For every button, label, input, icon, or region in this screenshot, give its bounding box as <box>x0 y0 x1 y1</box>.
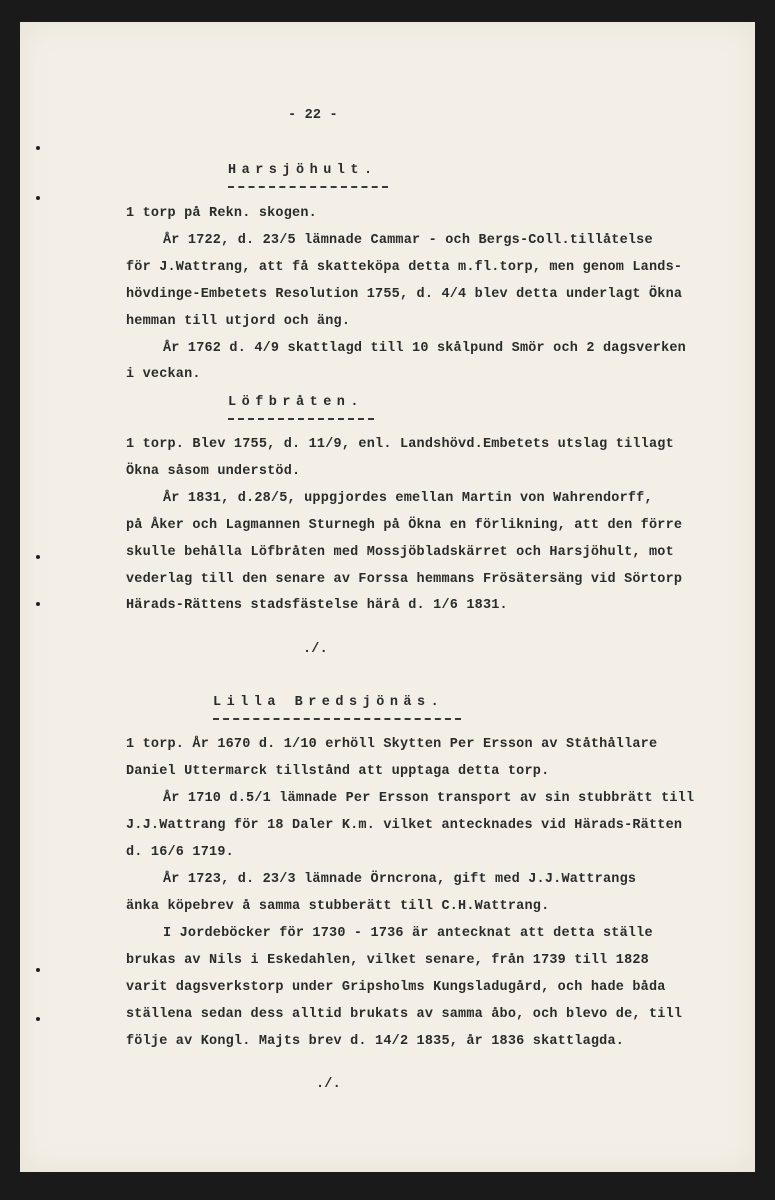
text-line: vederlag till den senare av Forssa hemmans Frösätersäng vid Sörtorp <box>126 572 683 587</box>
text-line: hövdinge-Embetets Resolution 1755, d. 4/4 blev detta underlagt Ökna <box>126 287 683 302</box>
text-line: År 1831, d.28/5, uppgjordes emellan Martin von Wahrendorff, <box>163 491 653 506</box>
text-line: änka köpebrev å samma stubberätt till C.H.Wattrang. <box>126 899 550 914</box>
text-line: ställena sedan dess alltid brukats av samma åbo, och blevo de, till <box>126 1007 683 1022</box>
heading-underline <box>213 718 461 720</box>
binder-hole <box>36 1017 40 1021</box>
binder-hole <box>36 196 40 200</box>
text-line: skulle behålla Löfbråten med Mossjöbladskärret och Harsjöhult, mot <box>126 545 674 560</box>
binder-hole <box>36 602 40 606</box>
section-heading-harsjohult: Harsjöhult. <box>228 163 378 178</box>
text-line: 1 torp. Blev 1755, d. 11/9, enl. Landshövd.Embetets utslag tillagt <box>126 437 674 452</box>
section-heading-lofbraten: Löfbråten. <box>228 395 365 410</box>
text-line: År 1762 d. 4/9 skattlagd till 10 skålpund Smör och 2 dagsverken <box>163 341 686 356</box>
text-line: brukas av Nils i Eskedahlen, vilket senare, från 1739 till 1828 <box>126 953 649 968</box>
text-line: varit dagsverkstorp under Gripsholms Kungsladugård, och hade båda <box>126 980 666 995</box>
binder-hole <box>36 146 40 150</box>
text-line: i veckan. <box>126 367 201 382</box>
text-line: Härads-Rättens stadsfästelse härå d. 1/6 1831. <box>126 598 508 613</box>
section-separator: ./. <box>303 642 328 657</box>
text-line: År 1723, d. 23/3 lämnade Örncrona, gift med J.J.Wattrangs <box>163 872 637 887</box>
binder-hole <box>36 968 40 972</box>
text-line: d. 16/6 1719. <box>126 845 234 860</box>
text-line: År 1710 d.5/1 lämnade Per Ersson transport av sin stubbrätt till <box>163 791 695 806</box>
text-line: År 1722, d. 23/5 lämnade Cammar - och Bergs-Coll.tillåtelse <box>163 233 653 248</box>
text-line: 1 torp på Rekn. skogen. <box>126 206 317 221</box>
text-line: för J.Wattrang, att få skatteköpa detta m.fl.torp, men genom Lands- <box>126 260 683 275</box>
text-line: I Jordeböcker för 1730 - 1736 är antecknat att detta ställe <box>163 926 653 941</box>
text-line: på Åker och Lagmannen Sturnegh på Ökna en förlikning, att den förre <box>126 518 683 533</box>
section-separator: ./. <box>316 1077 341 1092</box>
text-line: 1 torp. År 1670 d. 1/10 erhöll Skytten Per Ersson av Ståthållare <box>126 737 658 752</box>
heading-underline <box>228 186 388 188</box>
binder-hole <box>36 555 40 559</box>
document-page <box>20 22 755 1172</box>
text-line: J.J.Wattrang för 18 Daler K.m. vilket antecknades vid Härads-Rätten <box>126 818 683 833</box>
text-line: hemman till utjord och äng. <box>126 314 351 329</box>
text-line: följe av Kongl. Majts brev d. 14/2 1835, år 1836 skattlagda. <box>126 1034 625 1049</box>
heading-underline <box>228 418 374 420</box>
section-heading-lilla-bredsjonas: Lilla Bredsjönäs. <box>213 695 445 710</box>
page-number: - 22 - <box>288 108 338 123</box>
text-line: Daniel Uttermarck tillstånd att upptaga detta torp. <box>126 764 550 779</box>
text-line: Ökna såsom understöd. <box>126 464 301 479</box>
